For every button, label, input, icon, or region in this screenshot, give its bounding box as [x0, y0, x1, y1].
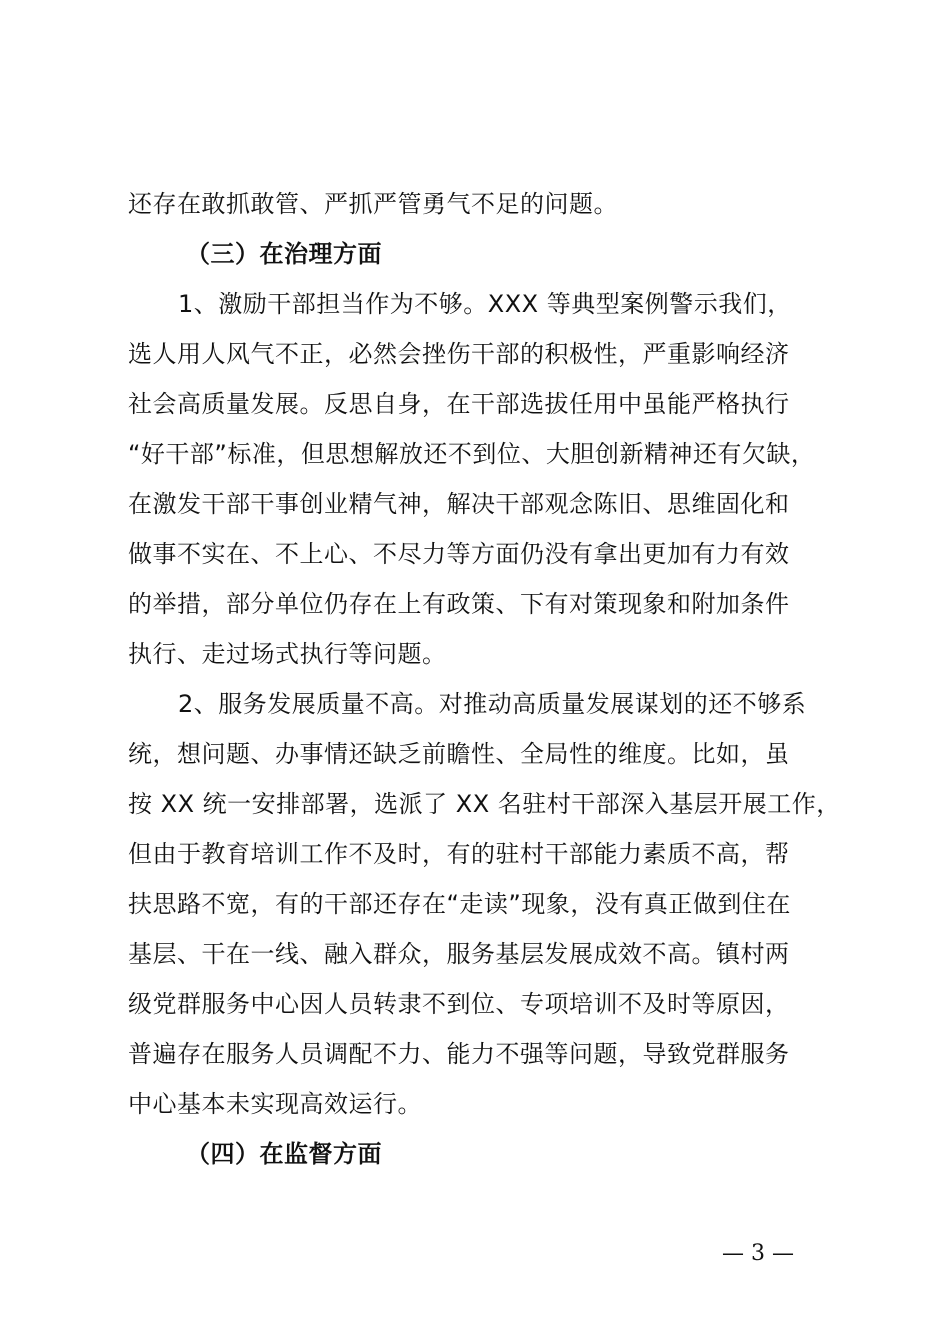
text-line: 执行、走过场式执行等问题。	[128, 640, 447, 668]
text-line: 扶思路不宽，有的干部还存在“走读”现象，没有真正做到住在	[128, 890, 791, 918]
text-line: 统，想问题、办事情还缺乏前瞻性、全局性的维度。比如，虽	[128, 740, 790, 768]
text-line: 的举措，部分单位仍存在上有政策、下有对策现象和附加条件	[128, 590, 790, 618]
text-line: 但由于教育培训工作不及时，有的驻村干部能力素质不高，帮	[128, 840, 790, 868]
text-line: 中心基本未实现高效运行。	[128, 1090, 422, 1118]
text-line: 做事不实在、不上心、不尽力等方面仍没有拿出更加有力有效	[128, 540, 790, 568]
text-line: 级党群服务中心因人员转隶不到位、专项培训不及时等原因，	[128, 990, 790, 1018]
text-line: 社会高质量发展。反思自身，在干部选拔任用中虽能严格执行	[128, 390, 790, 418]
text-line: 普遍存在服务人员调配不力、能力不强等问题，导致党群服务	[128, 1040, 790, 1068]
text-line: 基层、干在一线、融入群众，服务基层发展成效不高。镇村两	[128, 940, 790, 968]
page-number: — 3 —	[722, 1241, 794, 1266]
paragraph-first-line: 1、激励干部担当作为不够。XXX 等典型案例警示我们，	[178, 290, 792, 318]
text-line: 选人用人风气不正，必然会挫伤干部的积极性，严重影响经济	[128, 340, 790, 368]
text-line: 在激发干部干事创业精气神，解决干部观念陈旧、思维固化和	[128, 490, 790, 518]
text-line: 按 XX 统一安排部署，选派了 XX 名驻村干部深入基层开展工作，	[128, 790, 841, 818]
text-line: 还存在敢抓敢管、严抓严管勇气不足的问题。	[128, 190, 618, 218]
section-heading: （三）在治理方面	[186, 240, 382, 268]
text-line: “好干部”标准，但思想解放还不到位、大胆创新精神还有欠缺，	[128, 440, 816, 468]
section-heading: （四）在监督方面	[186, 1140, 382, 1168]
paragraph-first-line: 2、服务发展质量不高。对推动高质量发展谋划的还不够系	[178, 690, 807, 718]
